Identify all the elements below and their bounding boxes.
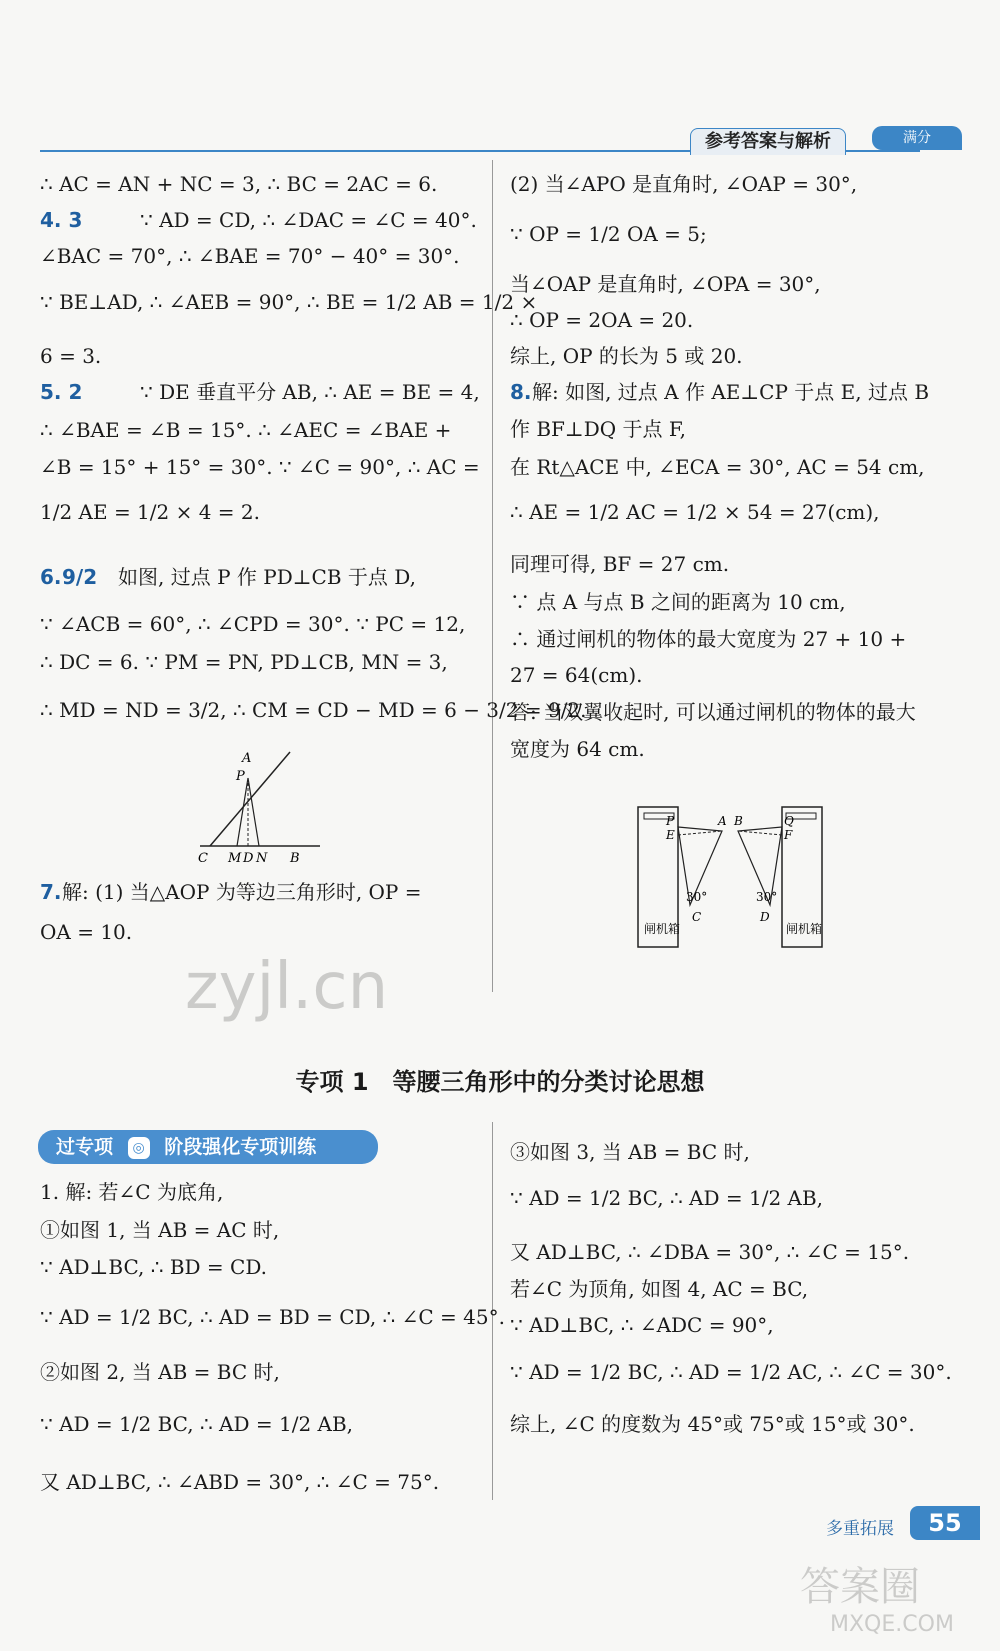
rb-line-5: ∵ AD⊥BC, ∴ ∠ADC = 90°, bbox=[510, 1313, 774, 1337]
figure-gate bbox=[636, 805, 826, 955]
g-label-B: B bbox=[734, 814, 743, 828]
left-line-8: ∠B = 15° + 15° = 30°. ∵ ∠C = 90°, ∴ AC = bbox=[40, 455, 480, 479]
label-P: P bbox=[236, 769, 245, 784]
left-line-12: ∴ DC = 6. ∵ PM = PN, PD⊥CB, MN = 3, bbox=[40, 650, 448, 674]
training-banner bbox=[38, 1130, 378, 1164]
q7-number: 7. bbox=[40, 880, 62, 904]
left-line-14: 解: (1) 当△AOP 为等边三角形时, OP = bbox=[62, 880, 422, 904]
label-D: D bbox=[243, 851, 254, 865]
header-logo: 满分 bbox=[872, 126, 962, 150]
right-line-3: 当∠OAP 是直角时, ∠OPA = 30°, bbox=[510, 272, 821, 296]
column-divider bbox=[492, 160, 493, 992]
left-line-10: 如图, 过点 P 作 PD⊥CB 于点 D, bbox=[118, 565, 416, 589]
g-label-P: P bbox=[666, 814, 675, 828]
banner-right: 阶段强化专项训练 bbox=[164, 1136, 317, 1158]
lb-line-7: 又 AD⊥BC, ∴ ∠ABD = 30°, ∴ ∠C = 75°. bbox=[40, 1470, 440, 1494]
left-line-2: ∵ AD = CD, ∴ ∠DAC = ∠C = 40°. bbox=[140, 208, 477, 232]
g-angle-left: 30° bbox=[686, 890, 708, 904]
line-ae bbox=[678, 831, 722, 835]
target-icon: ◎ bbox=[128, 1137, 150, 1159]
figure-triangle bbox=[190, 750, 330, 865]
footer-label: 多重拓展 bbox=[826, 1519, 894, 1539]
left-line-9: 1/2 AE = 1/2 × 4 = 2. bbox=[40, 500, 260, 524]
lb-line-5: ②如图 2, 当 AB = BC 时, bbox=[40, 1360, 280, 1384]
rb-line-3: 又 AD⊥BC, ∴ ∠DBA = 30°, ∴ ∠C = 15°. bbox=[510, 1240, 910, 1264]
left-line-4: ∵ BE⊥AD, ∴ ∠AEB = 90°, ∴ BE = 1/2 AB = 1/2 × bbox=[40, 290, 538, 314]
left-line-1: ∴ AC = AN + NC = 3, ∴ BC = 2AC = 6. bbox=[40, 172, 438, 196]
q6-number: 6. bbox=[40, 565, 62, 589]
watermark: zyjl.cn bbox=[185, 950, 389, 1024]
left-line-11: ∵ ∠ACB = 60°, ∴ ∠CPD = 30°. ∵ PC = 12, bbox=[40, 612, 466, 636]
left-line-6: ∵ DE 垂直平分 AB, ∴ AE = BE = 4, bbox=[140, 380, 480, 404]
right-line-10: 同理可得, BF = 27 cm. bbox=[510, 552, 730, 576]
right-line-6: 解: 如图, 过点 A 作 AE⊥CP 于点 E, 过点 B bbox=[532, 380, 930, 404]
q8-number: 8. bbox=[510, 380, 532, 404]
g-label-A: A bbox=[718, 814, 727, 828]
right-line-12: ∴ 通过闸机的物体的最大宽度为 27 + 10 + bbox=[510, 627, 907, 651]
header-tab: 参考答案与解析 bbox=[690, 128, 846, 155]
line-ca bbox=[210, 752, 290, 846]
label-M: M bbox=[228, 851, 242, 865]
q4-number: 4. 3 bbox=[40, 208, 83, 232]
label-C: C bbox=[198, 851, 208, 865]
right-line-8: 在 Rt△ACE 中, ∠ECA = 30°, AC = 54 cm, bbox=[510, 455, 925, 479]
lb-line-6: ∵ AD = 1/2 BC, ∴ AD = 1/2 AB, bbox=[40, 1412, 354, 1436]
right-line-2: ∵ OP = 1/2 OA = 5; bbox=[510, 222, 707, 246]
right-line-15: 宽度为 64 cm. bbox=[510, 737, 645, 761]
q6-answer: 9/2 bbox=[62, 565, 98, 589]
lb-line-1: 1. 解: 若∠C 为底角, bbox=[40, 1180, 224, 1204]
right-line-5: 综上, OP 的长为 5 或 20. bbox=[510, 344, 743, 368]
g-label-E: E bbox=[666, 828, 675, 842]
right-line-13: 27 = 64(cm). bbox=[510, 663, 643, 687]
left-line-5: 6 = 3. bbox=[40, 344, 102, 368]
right-line-1: (2) 当∠APO 是直角时, ∠OAP = 30°, bbox=[510, 172, 858, 196]
section-title: 专项 1 等腰三角形中的分类讨论思想 bbox=[295, 1068, 705, 1096]
line-bf bbox=[738, 831, 782, 835]
lb-line-4: ∵ AD = 1/2 BC, ∴ AD = BD = CD, ∴ ∠C = 45°. bbox=[40, 1305, 505, 1329]
right-line-9: ∴ AE = 1/2 AC = 1/2 × 54 = 27(cm), bbox=[510, 500, 880, 524]
label-B: B bbox=[290, 851, 300, 865]
right-line-11: ∵ 点 A 与点 B 之间的距离为 10 cm, bbox=[510, 590, 846, 614]
lb-line-3: ∵ AD⊥BC, ∴ BD = CD. bbox=[40, 1255, 268, 1279]
g-label-D: D bbox=[760, 910, 770, 924]
corner-watermark-title: 答案圈 bbox=[800, 1564, 920, 1610]
label-A: A bbox=[242, 751, 252, 766]
g-label-F: F bbox=[784, 828, 793, 842]
line-pn bbox=[248, 778, 259, 846]
label-N: N bbox=[256, 851, 268, 865]
q5-number: 5. 2 bbox=[40, 380, 83, 404]
g-box-right-label: 闸机箱 bbox=[786, 922, 823, 936]
rb-line-7: 综上, ∠C 的度数为 45°或 75°或 15°或 30°. bbox=[510, 1412, 915, 1436]
left-line-7: ∴ ∠BAE = ∠B = 15°. ∴ ∠AEC = ∠BAE + bbox=[40, 418, 452, 442]
rb-line-4: 若∠C 为顶角, 如图 4, AC = BC, bbox=[510, 1277, 809, 1301]
left-line-15: OA = 10. bbox=[40, 920, 133, 944]
banner-left: 过专项 bbox=[56, 1136, 114, 1158]
corner-watermark-url: MXQE.COM bbox=[830, 1612, 954, 1637]
rb-line-6: ∵ AD = 1/2 BC, ∴ AD = 1/2 AC, ∴ ∠C = 30°. bbox=[510, 1360, 952, 1384]
left-line-13: ∴ MD = ND = 3/2, ∴ CM = CD − MD = 6 − 3/2 = 9/2. bbox=[40, 698, 587, 722]
g-label-C: C bbox=[692, 910, 702, 924]
page-number: 55 bbox=[910, 1506, 980, 1540]
right-line-4: ∴ OP = 2OA = 20. bbox=[510, 308, 694, 332]
rb-line-2: ∵ AD = 1/2 BC, ∴ AD = 1/2 AB, bbox=[510, 1186, 824, 1210]
right-line-7: 作 BF⊥DQ 于点 F, bbox=[510, 417, 687, 441]
right-line-14: 答: 当双翼收起时, 可以通过闸机的物体的最大 bbox=[510, 700, 916, 724]
left-line-3: ∠BAC = 70°, ∴ ∠BAE = 70° − 40° = 30°. bbox=[40, 244, 460, 268]
g-label-Q: Q bbox=[784, 814, 794, 828]
g-angle-right: 30° bbox=[756, 890, 778, 904]
rb-line-1: ③如图 3, 当 AB = BC 时, bbox=[510, 1140, 750, 1164]
lb-line-2: ①如图 1, 当 AB = AC 时, bbox=[40, 1218, 280, 1242]
g-box-left-label: 闸机箱 bbox=[644, 922, 681, 936]
